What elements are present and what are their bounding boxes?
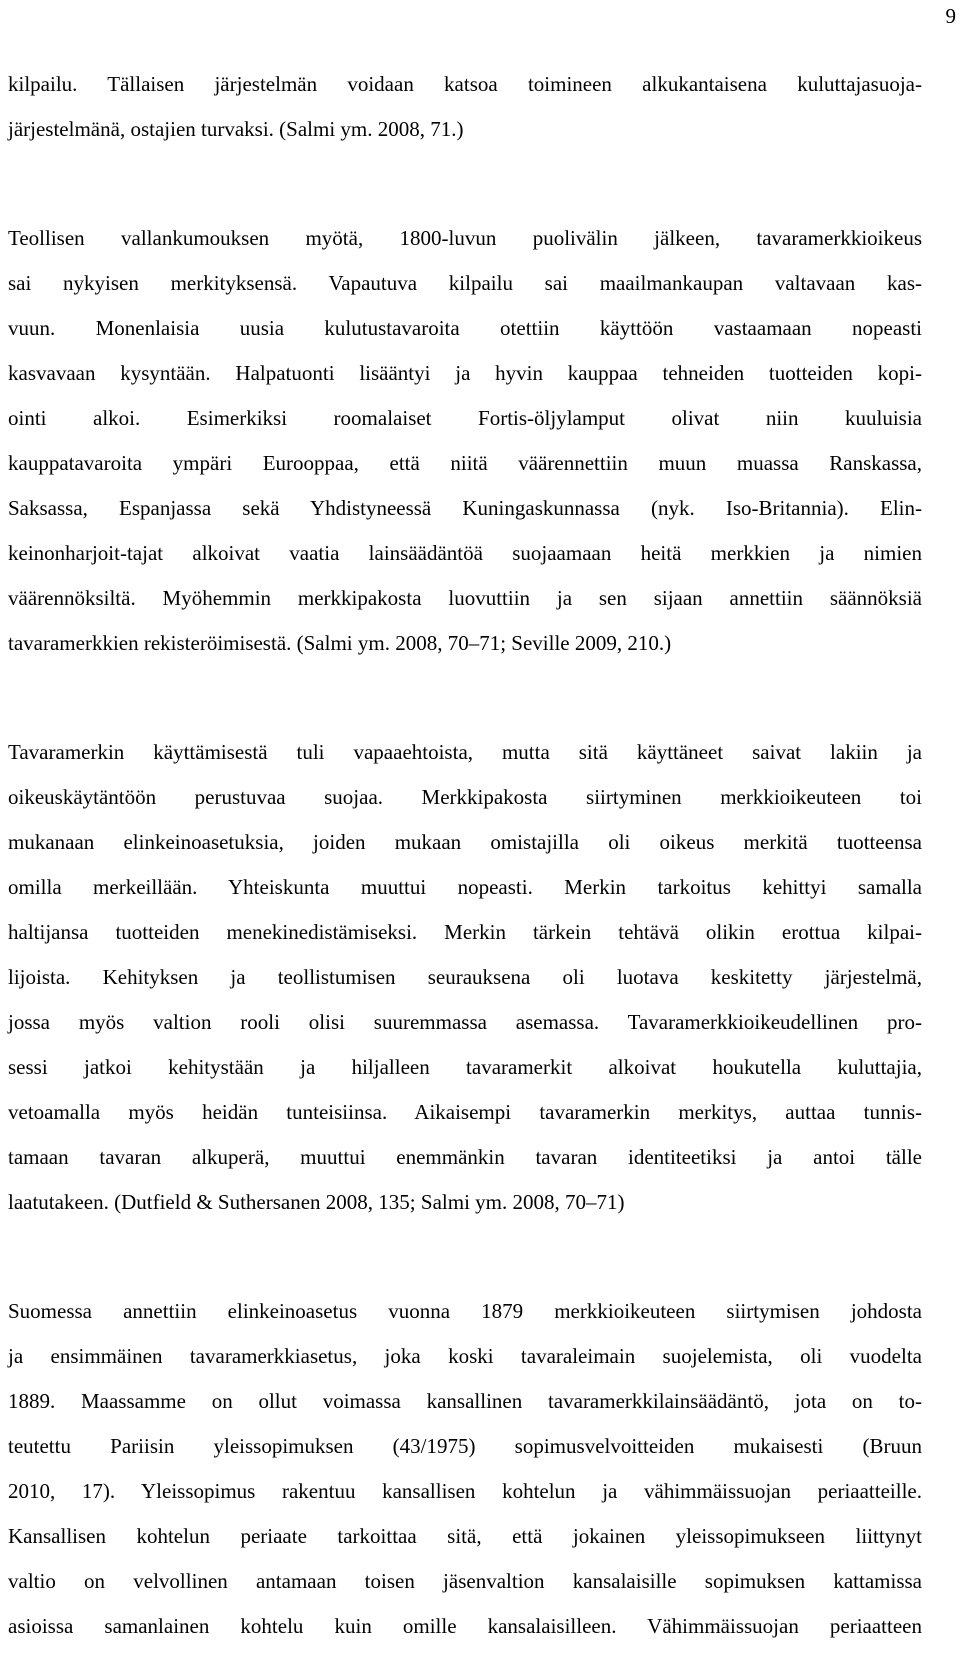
text-line: haltijansa tuotteiden menekinedistämiseksi. Merkin tärkein tehtävä olikin erottua kilpai- [8, 920, 922, 944]
text-line: 2010, 17). Yleissopimus rakentuu kansallisen kohtelun ja vähimmäissuojan periaatteille. [8, 1479, 922, 1503]
text-line: 1889. Maassamme on ollut voimassa kansallinen tavaramerkkilainsäädäntö, jota on to- [8, 1389, 922, 1413]
text-line: vuun. Monenlaisia uusia kulutustavaroita otettiin käyttöön vastaamaan nopeasti [8, 316, 922, 340]
text-line: Teollisen vallankumouksen myötä, 1800-luvun puolivälin jälkeen, tavaramerkkioikeus [8, 226, 922, 250]
text-line: omilla merkeillään. Yhteiskunta muuttui nopeasti. Merkin tarkoitus kehittyi samalla [8, 875, 922, 899]
text-line: teutettu Pariisin yleissopimuksen (43/1975) sopimusvelvoitteiden mukaisesti (Bruun [8, 1434, 922, 1458]
text-line: keinonharjoit-tajat alkoivat vaatia lainsäädäntöä suojaamaan heitä merkkien ja nimien [8, 541, 922, 565]
text-line: vetoamalla myös heidän tunteisiinsa. Aikaisempi tavaramerkin merkitys, auttaa tunnis- [8, 1100, 922, 1124]
text-line: asioissa samanlainen kohtelu kuin omille kansalaisilleen. Vähimmäissuojan periaatteen [8, 1614, 922, 1638]
text-line: ja ensimmäinen tavaramerkkiasetus, joka koski tavaraleimain suojelemista, oli vuodelta [8, 1344, 922, 1368]
text-line: tavaramerkkien rekisteröimisestä. (Salmi ym. 2008, 70–71; Seville 2009, 210.) [8, 631, 672, 655]
text-line: mukanaan elinkeinoasetuksia, joiden mukaan omistajilla oli oikeus merkitä tuotteensa [8, 830, 922, 854]
text-line: järjestelmänä, ostajien turvaksi. (Salmi ym. 2008, 71.) [8, 117, 464, 141]
text-line: sai nykyisen merkityksensä. Vapautuva kilpailu sai maailmankaupan valtavaan kas- [8, 271, 922, 295]
text-line: lijoista. Kehityksen ja teollistumisen seurauksena oli luotava keskitetty järjestelmä, [8, 965, 922, 989]
text-line: valtio on velvollinen antamaan toisen jäsenvaltion kansalaisille sopimuksen kattamissa [8, 1569, 922, 1593]
text-line: tamaan tavaran alkuperä, muuttui enemmänkin tavaran identiteetiksi ja antoi tälle [8, 1145, 922, 1169]
text-line: kasvavaan kysyntään. Halpatuonti lisääntyi ja hyvin kauppaa tehneiden tuotteiden kopi- [8, 361, 922, 385]
text-line: Kansallisen kohtelun periaate tarkoittaa sitä, että jokainen yleissopimukseen liittynyt [8, 1524, 922, 1548]
text-line: sessi jatkoi kehitystään ja hiljalleen tavaramerkit alkoivat houkutella kuluttajia, [8, 1055, 922, 1079]
text-line: laatutakeen. (Dutfield & Suthersanen 2008, 135; Salmi ym. 2008, 70–71) [8, 1190, 625, 1214]
text-line: Saksassa, Espanjassa sekä Yhdistyneessä Kuningaskunnassa (nyk. Iso-Britannia). Elin- [8, 496, 922, 520]
page-number: 9 [945, 4, 956, 28]
text-line: Tavaramerkin käyttämisestä tuli vapaaehtoista, mutta sitä käyttäneet saivat lakiin ja [8, 740, 922, 764]
text-line: oikeuskäytäntöön perustuvaa suojaa. Merkkipakosta siirtyminen merkkioikeuteen toi [8, 785, 922, 809]
text-line: ointi alkoi. Esimerkiksi roomalaiset Fortis-öljylamput olivat niin kuuluisia [8, 406, 922, 430]
text-line: Suomessa annettiin elinkeinoasetus vuonna 1879 merkkioikeuteen siirtymisen johdosta [8, 1299, 922, 1323]
text-line: kauppatavaroita ympäri Eurooppaa, että niitä väärennettiin muun muassa Ranskassa, [8, 451, 922, 475]
text-line: jossa myös valtion rooli olisi suuremmassa asemassa. Tavaramerkkioikeudellinen pro- [8, 1010, 922, 1034]
text-line: kilpailu. Tällaisen järjestelmän voidaan katsoa toimineen alkukantaisena kuluttajasuoja- [8, 72, 922, 96]
text-line: väärennöksiltä. Myöhemmin merkkipakosta luovuttiin ja sen sijaan annettiin säännöksiä [8, 586, 922, 610]
